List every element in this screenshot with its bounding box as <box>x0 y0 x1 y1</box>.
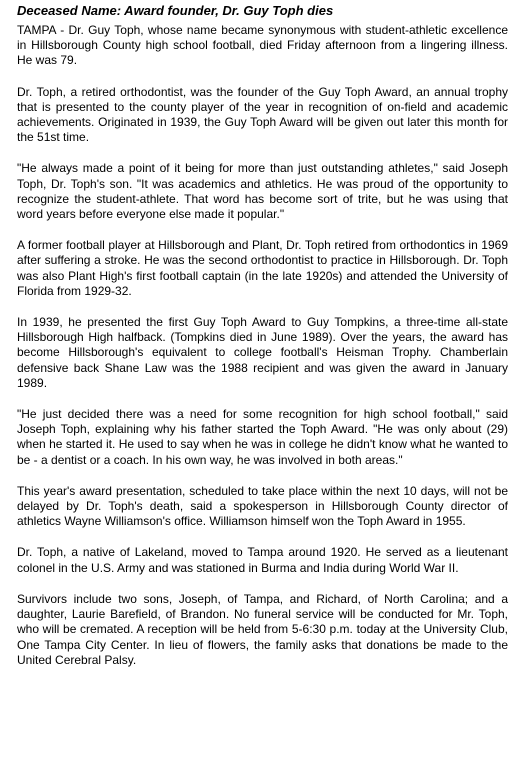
article-paragraph: Dr. Toph, a native of Lakeland, moved to Tampa around 1920. He served as a lieutenant colonel in the U.S. Army and was stationed in Burma and India during World War II. <box>17 545 508 575</box>
article-paragraph: TAMPA - Dr. Guy Toph, whose name became synonymous with student-athletic excellence in Hillsborough County high school football, died Friday afternoon from a lingering illness. He was 79. <box>17 23 508 68</box>
article-paragraph: In 1939, he presented the first Guy Toph Award to Guy Tompkins, a three-time all-state Hillsborough High halfback. (Tompkins died in June 1989). Over the years, the award has become Hillsborough's equivalent to college football's Heisman Trophy. Chamberlain defensive back Shane Law was the 1988 recipient and was given the award in January 1989. <box>17 315 508 390</box>
article-paragraph: Dr. Toph, a retired orthodontist, was the founder of the Guy Toph Award, an annual trophy that is presented to the county player of the year in recognition of on-field and academic achievements. Originated in 1939, the Guy Toph Award will be given out later this month for the 51st time. <box>17 84 508 145</box>
article-paragraph: Survivors include two sons, Joseph, of Tampa, and Richard, of North Carolina; and a daughter, Laurie Barefield, of Brandon. No funeral service will be conducted for Mr. Toph, who will be cremated. A reception will be held from 5-6:30 p.m. today at the University Club, One Tampa City Center. In lieu of flowers, the family asks that donations be made to the United Cerebral Palsy. <box>17 591 508 667</box>
article-paragraph: A former football player at Hillsborough and Plant, Dr. Toph retired from orthodontics in 1969 after suffering a stroke. He was the second orthodontist to practice in Hillsborough. Dr. Toph was also Plant High's first football captain (in the late 1920s) and attended the University of Florida from 1929-32. <box>17 238 508 298</box>
article-paragraph: This year's award presentation, scheduled to take place within the next 10 days, will not be delayed by Dr. Toph's death, said a spokesperson in Hillsborough County director of athletics Wayne Williamson's office. Williamson himself won the Toph Award in 1955. <box>17 483 508 529</box>
article-paragraph: "He always made a point of it being for more than just outstanding athletes," said Joseph Toph, Dr. Toph's son. "It was academics and athletics. He was proud of the opportunity to recognize the student-athlete. That word has become sort of trite, but he was using that word years before everyone else made it popular." <box>17 161 508 222</box>
article-headline: Deceased Name: Award founder, Dr. Guy Toph dies <box>17 3 334 18</box>
article-paragraph: "He just decided there was a need for some recognition for high school football," said Joseph Toph, explaining why his father started the Toph Award. "He was only about (29) when he started it. He used to say when he was in college he didn't know what he wanted to be - a dentist or a coach. In his own way, he was involved in both areas." <box>17 407 508 467</box>
